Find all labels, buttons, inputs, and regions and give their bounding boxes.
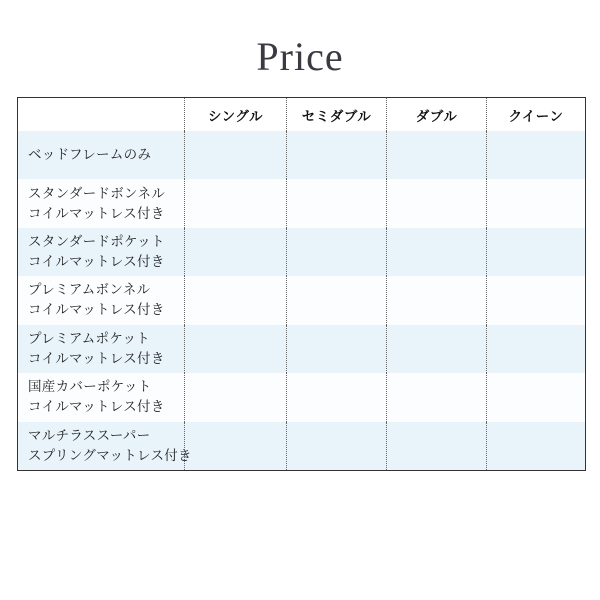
- price-cell: [386, 228, 486, 276]
- price-cell: [386, 276, 486, 324]
- row-label-line: コイルマットレス付き: [28, 399, 165, 415]
- price-cell: [184, 325, 286, 373]
- table-body: [18, 131, 585, 470]
- price-cell: [486, 276, 585, 324]
- row-label-line: コイルマットレス付き: [28, 205, 165, 221]
- row-label-line: コイルマットレス付き: [28, 350, 165, 366]
- price-cell: [286, 131, 386, 179]
- row-label-line: コイルマットレス付き: [28, 254, 165, 270]
- price-cell: [486, 325, 585, 373]
- row-label: [18, 373, 184, 421]
- column-header-semidouble: セミダブル: [286, 98, 386, 131]
- row-label: [18, 131, 184, 179]
- price-cell: [286, 276, 386, 324]
- header-corner-cell: [18, 98, 184, 131]
- row-label: [18, 228, 184, 276]
- table-row: [18, 373, 585, 421]
- table-row: [18, 325, 585, 373]
- row-label-line: スタンダードボンネル: [28, 185, 166, 201]
- price-cell: [386, 422, 486, 470]
- price-cell: [486, 373, 585, 421]
- row-label-line: マルチラススーパー: [28, 427, 151, 443]
- price-cell: [286, 325, 386, 373]
- price-cell: [286, 373, 386, 421]
- price-cell: [286, 422, 386, 470]
- price-cell: [486, 179, 585, 227]
- row-label-line: ベッドフレームのみ: [28, 147, 152, 163]
- column-header-single: シングル: [184, 98, 286, 131]
- price-cell: [184, 228, 286, 276]
- price-cell: [486, 131, 585, 179]
- price-cell: [184, 131, 286, 179]
- table-row: [18, 276, 585, 324]
- row-label: [18, 422, 192, 470]
- price-cell: [184, 422, 286, 470]
- row-label: [18, 179, 184, 227]
- price-cell: [486, 422, 585, 470]
- price-cell: [286, 228, 386, 276]
- table-row: [18, 131, 585, 179]
- price-table: [17, 97, 586, 471]
- row-label-line: プレミアムボンネル: [28, 282, 151, 298]
- price-cell: [386, 325, 486, 373]
- table-header-row: [18, 98, 585, 131]
- table-row: [18, 228, 585, 276]
- price-cell: [184, 276, 286, 324]
- page-title: Price: [256, 34, 344, 79]
- price-cell: [386, 373, 486, 421]
- row-label-line: プレミアムポケット: [28, 330, 151, 346]
- row-label-line: スプリングマットレス付き: [28, 447, 192, 463]
- price-cell: [184, 373, 286, 421]
- column-header-queen: クイーン: [486, 98, 585, 131]
- column-header-double: ダブル: [386, 98, 486, 131]
- price-cell: [386, 179, 486, 227]
- table-row: [18, 422, 585, 470]
- price-cell: [486, 228, 585, 276]
- row-label-line: スタンダードポケット: [28, 234, 165, 250]
- row-label: [18, 276, 184, 324]
- price-cell: [184, 179, 286, 227]
- table-row: [18, 179, 585, 227]
- price-cell: [386, 131, 486, 179]
- row-label: [18, 325, 184, 373]
- price-cell: [286, 179, 386, 227]
- row-label-line: 国産カバーポケット: [28, 379, 152, 395]
- row-label-line: コイルマットレス付き: [28, 302, 165, 318]
